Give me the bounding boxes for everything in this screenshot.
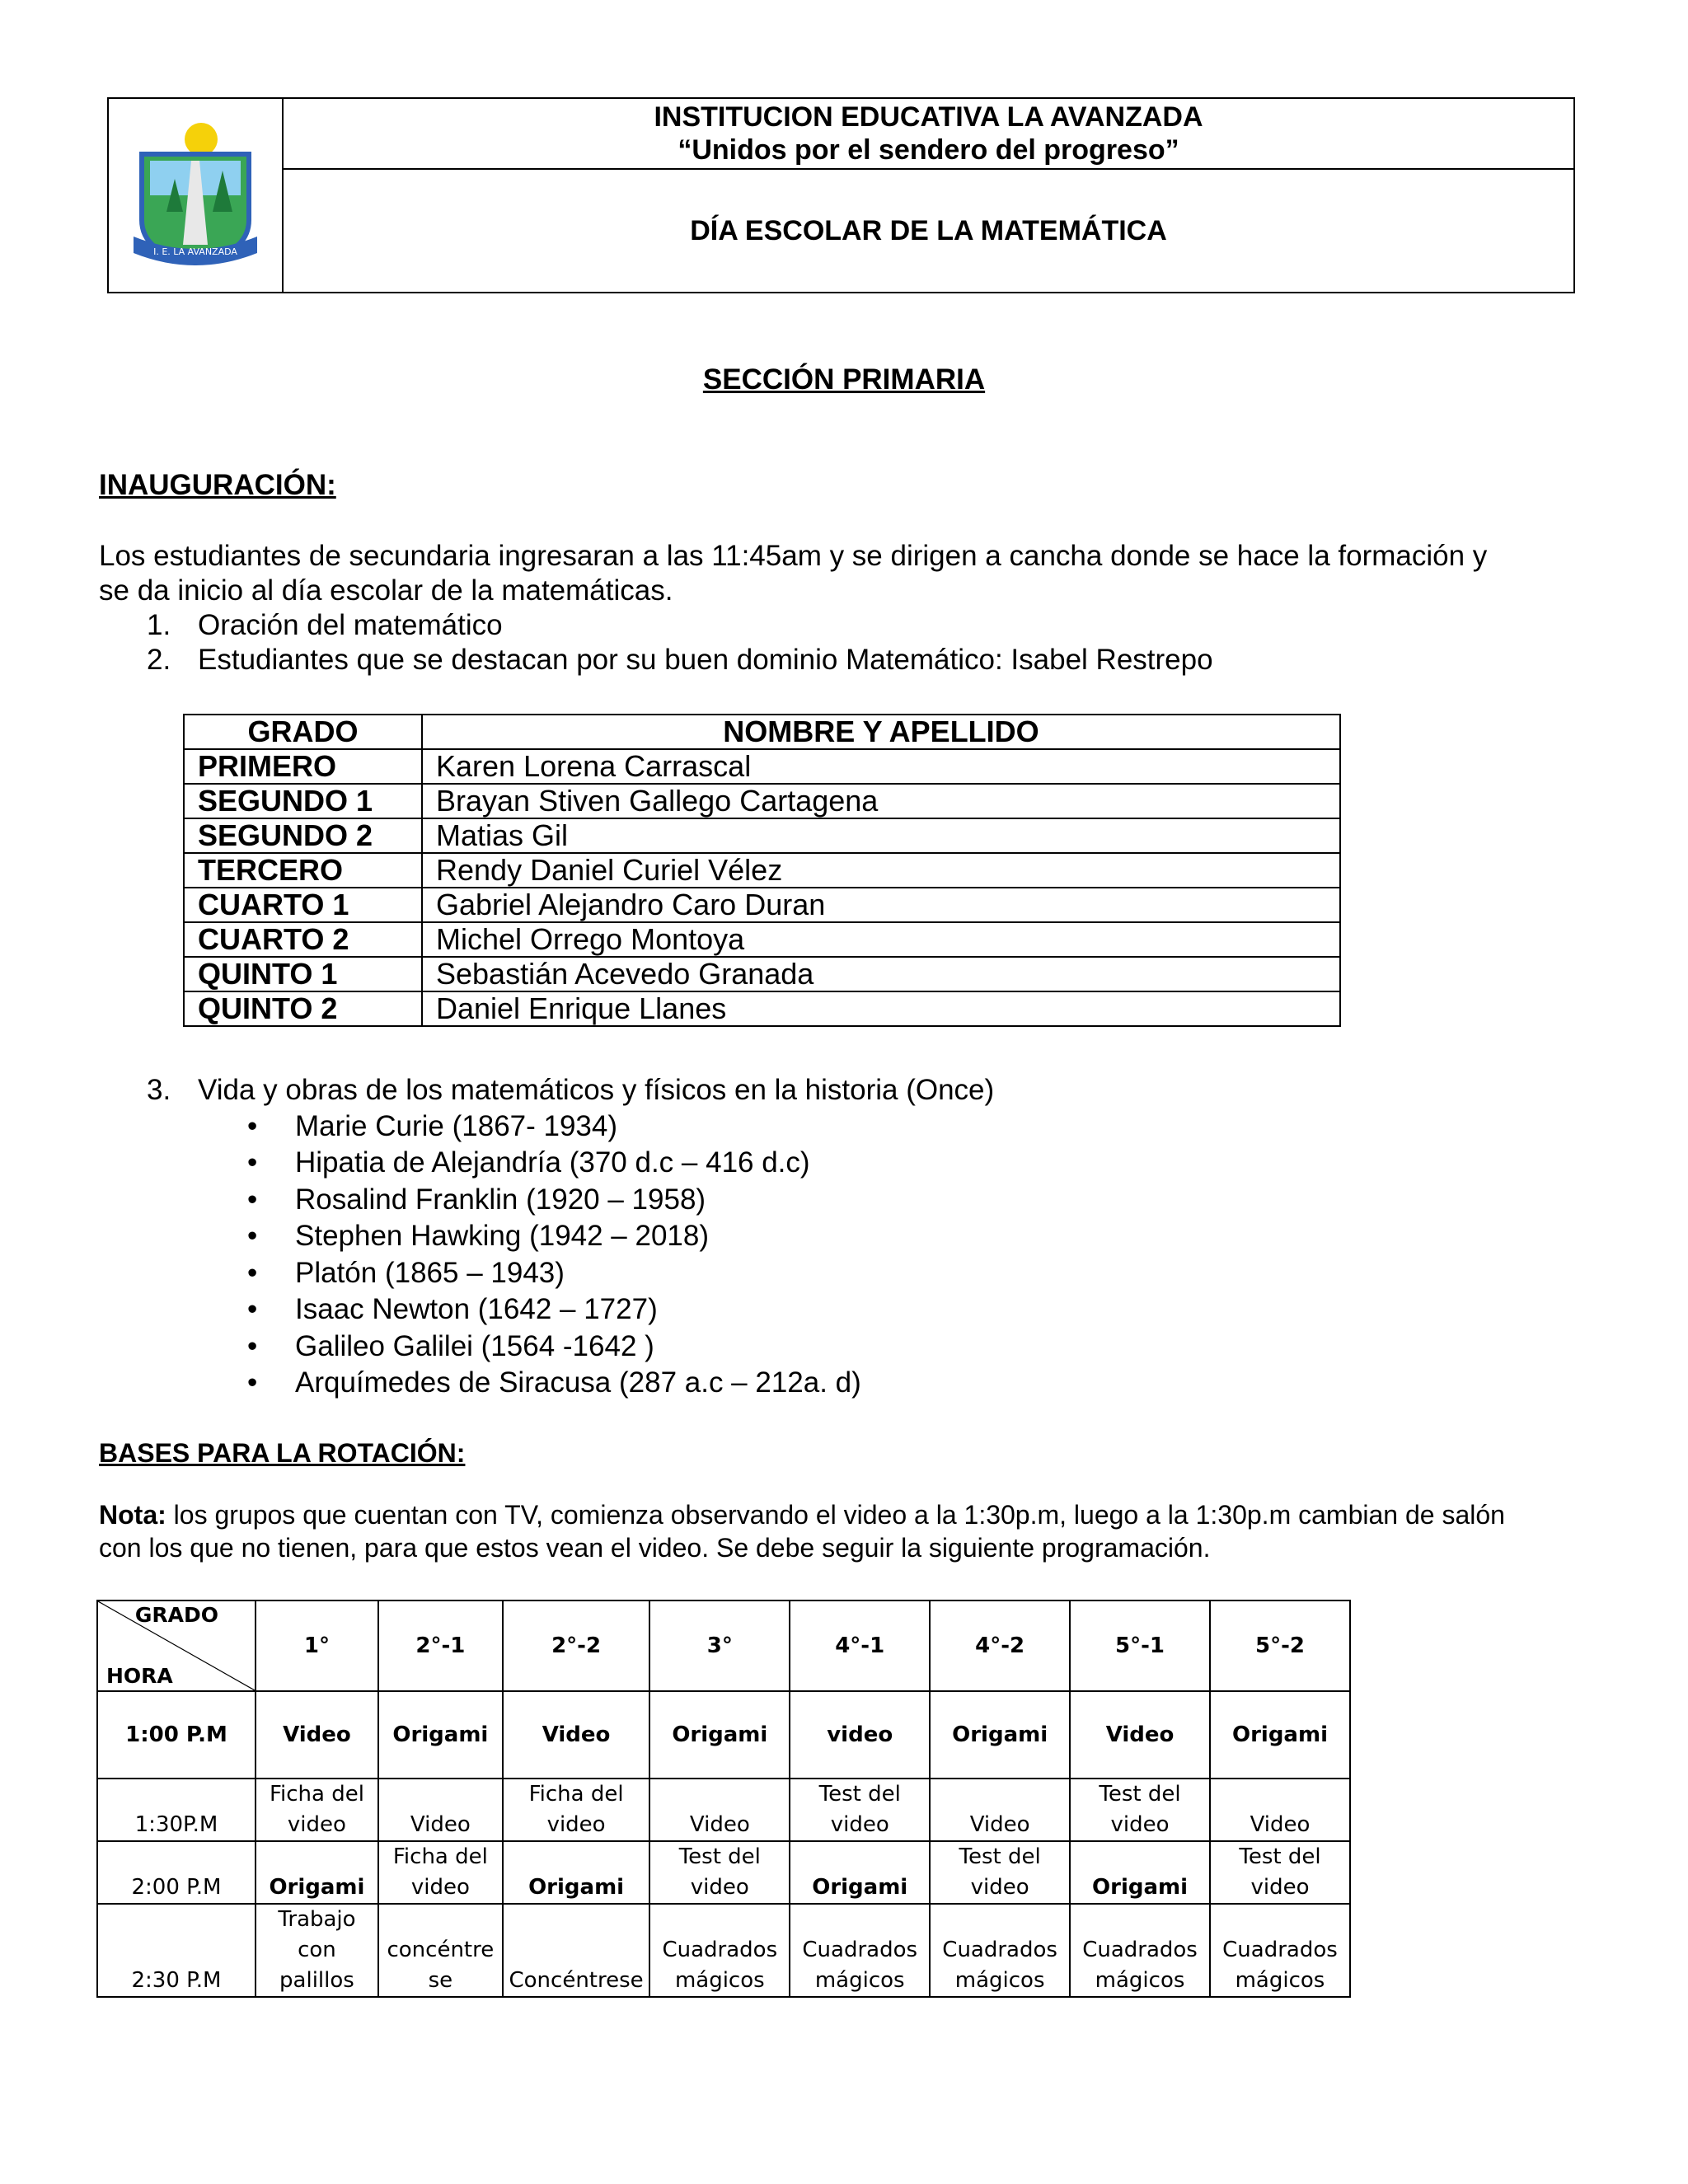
activity-cell: Origami xyxy=(790,1841,930,1904)
school-logo xyxy=(125,121,265,269)
corner-hora-label: HORA xyxy=(106,1664,173,1688)
rotacion-heading: BASES PARA LA ROTACIÓN: xyxy=(99,1438,466,1468)
activity-cell: Ficha del video xyxy=(378,1841,503,1904)
table-row xyxy=(184,853,1340,888)
bullet-icon: • xyxy=(247,1220,258,1252)
activity-cell: Cuadrados mágicos xyxy=(1070,1904,1210,1997)
activity-cell: Origami xyxy=(1070,1841,1210,1904)
activity-cell: video xyxy=(790,1691,930,1779)
grade-header: 2°-1 xyxy=(378,1601,503,1691)
activity-cell: Origami xyxy=(1210,1691,1350,1779)
grade-header: 1° xyxy=(256,1601,378,1691)
list-item: Isaac Newton (1642 – 1727) xyxy=(295,1293,658,1325)
bullet-icon: • xyxy=(247,1293,258,1325)
table-row xyxy=(184,749,1340,784)
title-top xyxy=(284,99,1573,170)
students-table xyxy=(183,714,1341,1027)
logo-lettering: I. E. LA AVANZADA xyxy=(153,246,237,257)
activity-cell: Origami xyxy=(503,1841,650,1904)
bullet-icon: • xyxy=(247,1146,258,1179)
rotation-header-row xyxy=(97,1601,1350,1691)
table-header-row xyxy=(184,715,1340,749)
table-row xyxy=(97,1779,1350,1841)
bullet-icon: • xyxy=(247,1366,258,1399)
student-name-cell: Matias Gil xyxy=(422,818,1340,853)
note-line1 xyxy=(99,1497,1505,1532)
activity-cell: Video xyxy=(649,1779,790,1841)
activity-cell: Test del video xyxy=(930,1841,1070,1904)
list-number: 3. xyxy=(147,1074,171,1106)
bullet-icon: • xyxy=(247,1110,258,1142)
student-name-cell: Brayan Stiven Gallego Cartagena xyxy=(422,784,1340,818)
activity-cell: Cuadrados mágicos xyxy=(790,1904,930,1997)
student-name-cell: Daniel Enrique Llanes xyxy=(422,991,1340,1026)
activity-cell: Cuadrados mágicos xyxy=(1210,1904,1350,1997)
bullet-icon: • xyxy=(247,1330,258,1362)
grade-cell: QUINTO 1 xyxy=(184,957,422,991)
activity-cell: Test del video xyxy=(1070,1779,1210,1841)
grade-header: 4°-1 xyxy=(790,1601,930,1691)
activity-cell: Origami xyxy=(930,1691,1070,1779)
activity-cell: Test del video xyxy=(790,1779,930,1841)
activity-cell: Cuadrados mágicos xyxy=(930,1904,1070,1997)
grade-cell: CUARTO 2 xyxy=(184,922,422,957)
event-title: DÍA ESCOLAR DE LA MATEMÁTICA xyxy=(690,214,1167,246)
activity-cell: Video xyxy=(930,1779,1070,1841)
note-line2: con los que no tienen, para que estos vean el video. Se debe seguir la siguiente programación. xyxy=(99,1533,1211,1563)
inauguracion-heading: INAUGURACIÓN: xyxy=(99,469,336,501)
grade-cell: QUINTO 2 xyxy=(184,991,422,1026)
list-number: 2. xyxy=(147,644,171,676)
note-text: los grupos que cuentan con TV, comienza observando el video a la 1:30p.m, luego a la 1:30p.m cambian de salón xyxy=(166,1500,1505,1530)
activity-cell: Origami xyxy=(649,1691,790,1779)
list-item-text: Oración del matemático xyxy=(198,609,503,641)
table-row xyxy=(184,888,1340,922)
time-cell: 2:00 P.M xyxy=(97,1841,256,1904)
activity-cell: concéntre se xyxy=(378,1904,503,1997)
activity-cell: Video xyxy=(503,1691,650,1779)
time-cell: 2:30 P.M xyxy=(97,1904,256,1997)
activity-cell: Ficha del video xyxy=(256,1779,378,1841)
column-header: NOMBRE Y APELLIDO xyxy=(422,715,1340,749)
grade-header: 5°-2 xyxy=(1210,1601,1350,1691)
student-name-cell: Sebastián Acevedo Granada xyxy=(422,957,1340,991)
grade-header: 2°-2 xyxy=(503,1601,650,1691)
activity-cell: Ficha del video xyxy=(503,1779,650,1841)
grade-cell: SEGUNDO 1 xyxy=(184,784,422,818)
activity-cell: Test del video xyxy=(649,1841,790,1904)
list-item: Rosalind Franklin (1920 – 1958) xyxy=(295,1183,706,1216)
activity-cell: Video xyxy=(256,1691,378,1779)
activity-cell: Origami xyxy=(378,1691,503,1779)
student-name-cell: Gabriel Alejandro Caro Duran xyxy=(422,888,1340,922)
grade-cell: PRIMERO xyxy=(184,749,422,784)
grade-cell: CUARTO 1 xyxy=(184,888,422,922)
title-cell xyxy=(284,99,1573,292)
activity-cell: Test del video xyxy=(1210,1841,1350,1904)
table-row xyxy=(184,784,1340,818)
institution-name: INSTITUCION EDUCATIVA LA AVANZADA xyxy=(654,101,1203,133)
table-row xyxy=(184,957,1340,991)
list-item: Marie Curie (1867- 1934) xyxy=(295,1110,618,1142)
grade-header: 5°-1 xyxy=(1070,1601,1210,1691)
inauguracion-paragraph-line2: se da inicio al día escolar de la matemáticas. xyxy=(99,574,673,607)
column-header: GRADO xyxy=(184,715,422,749)
activity-cell: Trabajo con palillos xyxy=(256,1904,378,1997)
section-title: SECCIÓN PRIMARIA xyxy=(702,363,986,396)
activity-cell: Cuadrados mágicos xyxy=(649,1904,790,1997)
student-name-cell: Karen Lorena Carrascal xyxy=(422,749,1340,784)
list-item: Arquímedes de Siracusa (287 a.c – 212a. d) xyxy=(295,1366,861,1399)
table-row xyxy=(184,818,1340,853)
grade-header: 4°-2 xyxy=(930,1601,1070,1691)
time-cell: 1:00 P.M xyxy=(97,1691,256,1779)
rotation-table xyxy=(96,1600,1351,1998)
table-row xyxy=(97,1691,1350,1779)
note-label: Nota: xyxy=(99,1500,166,1530)
list-item-text: Vida y obras de los matemáticos y físicos en la historia (Once) xyxy=(198,1074,995,1106)
table-row xyxy=(184,922,1340,957)
grade-cell: TERCERO xyxy=(184,853,422,888)
bullet-icon: • xyxy=(247,1183,258,1216)
bullet-icon: • xyxy=(247,1257,258,1289)
table-row xyxy=(97,1904,1350,1997)
grade-cell: SEGUNDO 2 xyxy=(184,818,422,853)
inauguracion-paragraph-line1: Los estudiantes de secundaria ingresaran a las 11:45am y se dirigen a cancha donde se hace la formación y xyxy=(99,540,1488,572)
corner-header xyxy=(97,1601,256,1691)
grade-header: 3° xyxy=(649,1601,790,1691)
header-box xyxy=(107,97,1575,293)
student-name-cell: Rendy Daniel Curiel Vélez xyxy=(422,853,1340,888)
table-row xyxy=(184,991,1340,1026)
list-item: Hipatia de Alejandría (370 d.c – 416 d.c) xyxy=(295,1146,810,1179)
student-name-cell: Michel Orrego Montoya xyxy=(422,922,1340,957)
list-item: Platón (1865 – 1943) xyxy=(295,1257,565,1289)
activity-cell: Origami xyxy=(256,1841,378,1904)
activity-cell: Video xyxy=(378,1779,503,1841)
corner-grado-label: GRADO xyxy=(134,1603,218,1627)
activity-cell: Concéntrese xyxy=(503,1904,650,1997)
logo-cell xyxy=(109,99,284,292)
activity-cell: Video xyxy=(1070,1691,1210,1779)
table-row xyxy=(97,1841,1350,1904)
motto: “Unidos por el sendero del progreso” xyxy=(678,134,1179,166)
list-item: Galileo Galilei (1564 -1642 ) xyxy=(295,1330,654,1362)
list-item-text: Estudiantes que se destacan por su buen dominio Matemático: Isabel Restrepo xyxy=(198,644,1213,676)
activity-cell: Video xyxy=(1210,1779,1350,1841)
list-item: Stephen Hawking (1942 – 2018) xyxy=(295,1220,710,1252)
list-number: 1. xyxy=(147,609,171,641)
time-cell: 1:30P.M xyxy=(97,1779,256,1841)
